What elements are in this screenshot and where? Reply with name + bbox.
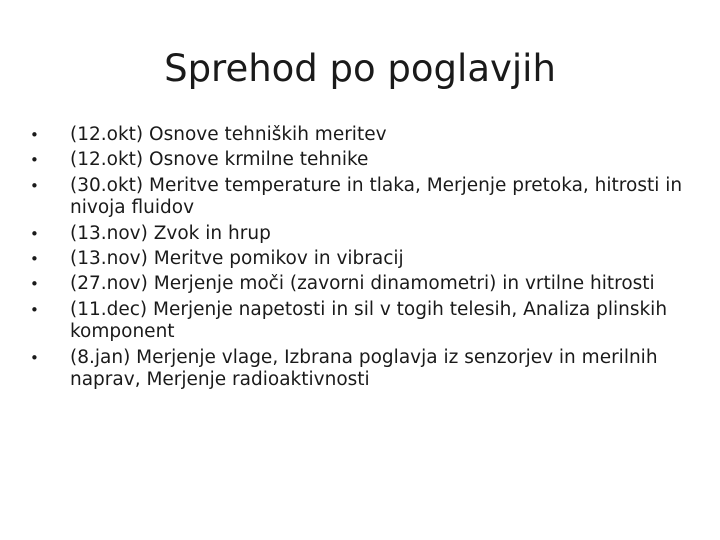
bullet-dot-icon: • [30,275,39,294]
bullet-text: (13.nov) Zvok in hrup [70,222,271,244]
bullet-dot-icon: • [30,151,39,170]
bullet-item [28,273,688,295]
bullet-dot-icon: • [30,300,39,319]
bullet-item [28,299,688,344]
bullet-item [28,175,688,220]
bullet-dot-icon: • [30,348,39,367]
bullet-item [28,149,688,171]
bullet-item [28,347,688,392]
slide-title: Sprehod po poglavjih [164,47,556,90]
bullet-dot-icon: • [30,176,39,195]
bullet-text: (30.okt) Meritve temperature in tlaka, Merjenje pretoka, hitrosti in nivoja fluidov [70,174,683,219]
bullet-text: (8.jan) Merjenje vlage, Izbrana poglavja iz senzorjev in merilnih naprav, Merjenje radioaktivnosti [70,346,658,391]
bullet-text: (12.okt) Osnove krmilne tehnike [70,149,369,171]
bullet-item [28,248,688,270]
bullet-text: (12.okt) Osnove tehniških meritev [70,124,387,145]
bullet-list [28,124,688,394]
bullet-text: (27.nov) Merjenje moči (zavorni dinamometri) in vrtilne hitrosti [70,273,655,295]
bullet-dot-icon: • [30,126,39,144]
bullet-text: (11.dec) Merjenje napetosti in sil v togih telesih, Analiza plinskih komponent [70,298,668,343]
bullet-dot-icon: • [30,224,39,243]
bullet-dot-icon: • [30,250,39,269]
bullet-item [28,223,688,245]
bullet-item [28,124,688,146]
bullet-text: (13.nov) Meritve pomikov in vibracij [70,248,404,270]
